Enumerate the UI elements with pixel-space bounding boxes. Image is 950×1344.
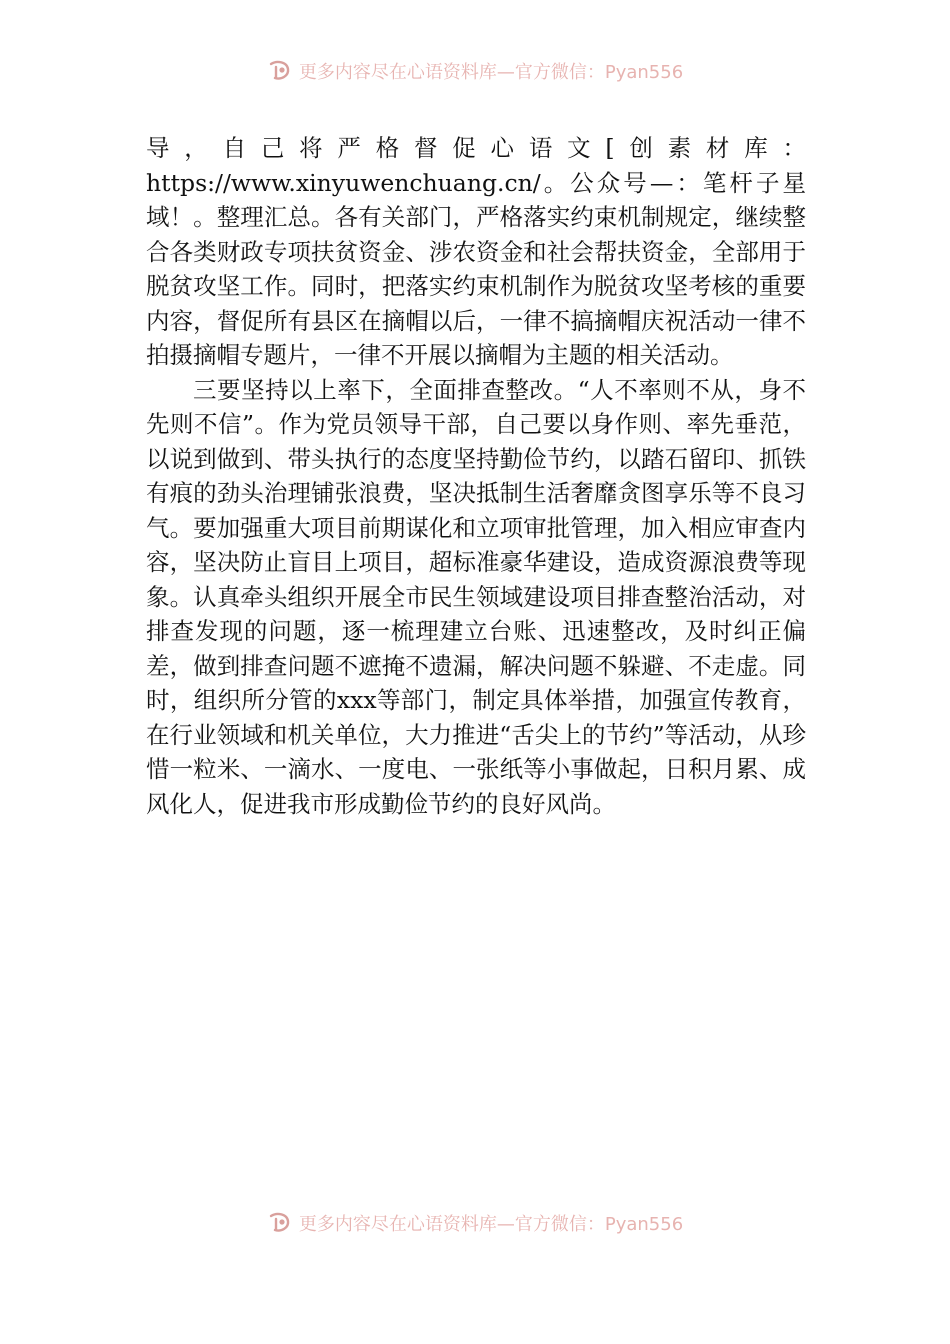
document-body	[146, 131, 806, 821]
paragraph-2: 三要坚持以上率下，全面排查整改。“人不率则不从，身不先则不信”。作为党员领导干部，自己要以身作则、率先垂范，以说到做到、带头执行的态度坚持勤俭节约，以踏石留印、抓铁有痕的劲头治理铺张浪费，坚决抵制生活奢靡贪图享乐等不良习气。要加强重大项目前期谋化和立项审批管理，加入相应审查内容，坚决防止盲目上项目，超标准豪华建设，造成资源浪费等现象。认真牵头组织开展全市民生领域建设项目排查整治活动，对排查发现的问题，逐一梳理建立台账、迅速整改，及时纠正偏差，做到排查问题不遮掩不遗漏，解决问题不躲避、不走虚。同时，组织所分管的xxx等部门，制定具体举措，加强宣传教育，在行业领域和机关单位，大力推进“舌尖上的节约”等活动，从珍惜一粒米、一滴水、一度电、一张纸等小事做起，日积月累、成风化人，促进我市形成勤俭节约的良好风尚。	[146, 375, 806, 818]
footer-watermark	[0, 1206, 950, 1240]
header-watermark	[0, 54, 950, 88]
paragraph-1: 导，自己将严格督促心语文[创素材库：https://www.xinyuwenchuang.cn/。公众号—：笔杆子星域！。整理汇总。各有关部门，严格落实约束机制规定，继续整合各类财政专项扶贫资金、涉农资金和社会帮扶资金，全部用于脱贫攻坚工作。同时，把落实约束机制作为脱贫攻坚考核的重要内容，督促所有县区在摘帽以后，一律不搞摘帽庆祝活动一律不拍摄摘帽专题片，一律不开展以摘帽为主题的相关活动。	[146, 134, 806, 369]
watermark-logo-icon	[267, 1210, 293, 1236]
watermark-logo-icon	[267, 58, 293, 84]
watermark-text: 更多内容尽在心语资料库—官方微信：Pyan556	[298, 1214, 684, 1235]
watermark-text: 更多内容尽在心语资料库—官方微信：Pyan556	[298, 62, 684, 83]
